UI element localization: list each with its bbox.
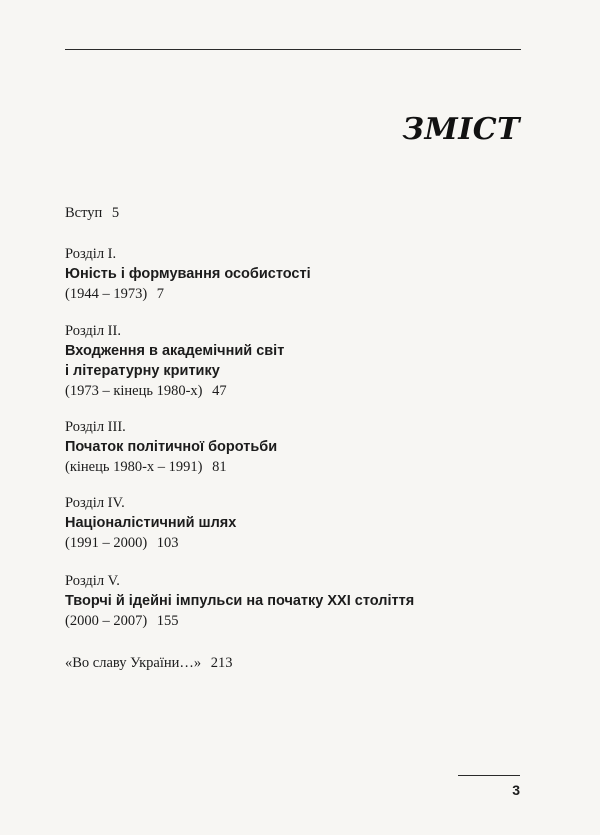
toc-page-number: 7 xyxy=(156,286,165,302)
toc-page-number: 213 xyxy=(210,655,233,671)
chapter-title: Творчі й ідейні імпульси на початку ХХІ століття xyxy=(65,593,415,609)
toc-entry-afterword[interactable] xyxy=(65,653,521,673)
toc-leader-line xyxy=(65,611,521,631)
toc-leader-line xyxy=(65,284,521,304)
chapter-period: (1944 – 1973) xyxy=(65,286,148,302)
page-title: ЗМІСТ xyxy=(402,112,520,147)
toc-page-number: 155 xyxy=(156,613,179,629)
chapter-period: (1973 – кінець 1980-х) xyxy=(65,383,203,399)
toc-entry-intro[interactable] xyxy=(65,203,521,223)
toc-page-number: 103 xyxy=(156,535,179,551)
chapter-period: (2000 – 2007) xyxy=(65,613,148,629)
toc-entry-chapter-4[interactable] xyxy=(65,493,521,553)
chapter-number: Розділ V. xyxy=(65,573,120,589)
chapter-title: Націоналістичний шлях xyxy=(65,515,237,531)
toc-entry-label: «Во славу України…» xyxy=(65,655,202,671)
chapter-title-line-1: Входження в академічний світ xyxy=(65,343,285,359)
toc-entry-chapter-5[interactable] xyxy=(65,571,521,631)
chapter-title: Початок політичної боротьби xyxy=(65,439,278,455)
top-rule xyxy=(65,49,521,50)
page-number: 3 xyxy=(512,782,520,798)
toc-leader-line xyxy=(65,381,521,401)
toc-entry-chapter-1[interactable] xyxy=(65,244,521,304)
toc-page-number: 47 xyxy=(212,383,227,399)
chapter-number: Розділ IV. xyxy=(65,495,125,511)
toc-leader-line xyxy=(65,533,521,553)
chapter-period: (кінець 1980-х – 1991) xyxy=(65,459,203,475)
toc-leader-line xyxy=(65,203,521,223)
bottom-rule xyxy=(458,775,520,776)
chapter-title: Юність і формування особистості xyxy=(65,266,311,282)
toc-page-number: 81 xyxy=(212,459,227,475)
toc-entry-chapter-2[interactable] xyxy=(65,321,521,401)
toc-leader-line xyxy=(65,457,521,477)
toc-leader-line xyxy=(65,653,521,673)
chapter-title-line-2: і літературну критику xyxy=(65,363,220,379)
chapter-period: (1991 – 2000) xyxy=(65,535,148,551)
toc-entry-chapter-3[interactable] xyxy=(65,417,521,477)
chapter-number: Розділ ІІІ. xyxy=(65,419,126,435)
chapter-number: Розділ ІІ. xyxy=(65,323,121,339)
toc-entry-label: Вступ xyxy=(65,205,103,221)
chapter-number: Розділ І. xyxy=(65,246,117,262)
toc-page-number: 5 xyxy=(111,205,120,221)
